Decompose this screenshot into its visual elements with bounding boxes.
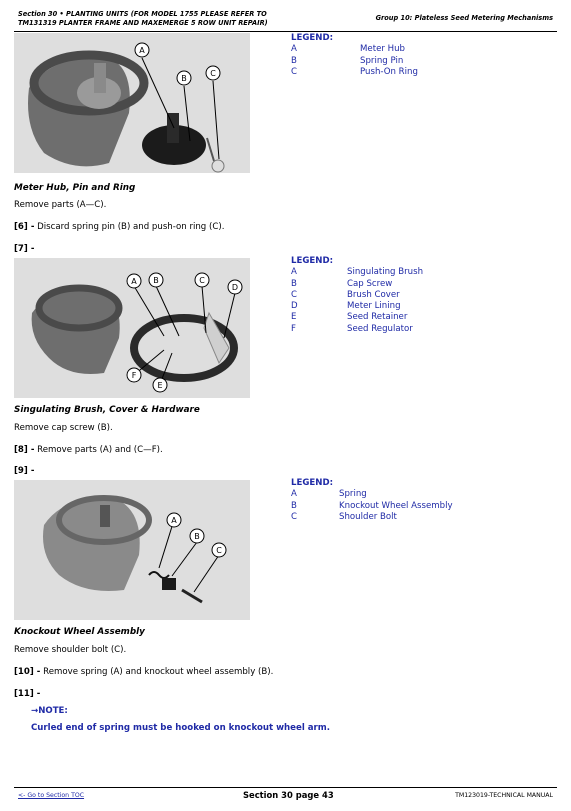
step-6: [6] - Discard spring pin (B) and push-on ring (C). <box>14 222 225 232</box>
figure-caption: Singulating Brush, Cover & Hardware <box>14 405 200 415</box>
legend-figure-2 <box>291 256 423 335</box>
legend-row: E Seed Retainer <box>291 312 408 323</box>
legend-title: LEGEND: <box>291 478 334 488</box>
svg-text:B: B <box>181 74 187 83</box>
legend-row: B Spring Pin <box>291 55 404 66</box>
step-text: Remove shoulder bolt (C). <box>14 645 127 655</box>
callout-a <box>135 43 149 57</box>
singulating-brush-illustration <box>14 258 250 398</box>
step-text: Remove parts (A—C). <box>14 200 107 210</box>
legend-row: A Spring <box>291 489 367 500</box>
step-11: [11] - <box>14 689 41 699</box>
legend-figure-3 <box>291 478 453 523</box>
legend-title: LEGEND: <box>291 256 334 266</box>
step-text: Remove cap screw (B). <box>14 423 113 433</box>
legend-row: A Meter Hub <box>291 44 405 55</box>
header-group-title: Group 10: Plateless Seed Metering Mechanisms <box>375 14 553 22</box>
step-10: [10] - Remove spring (A) and knockout wheel assembly (B). <box>14 667 274 677</box>
note-label: →NOTE: <box>31 706 68 716</box>
go-to-section-toc-link[interactable]: <- Go to Section TOC <box>18 792 85 799</box>
callout-c <box>212 543 226 557</box>
step-9: [9] - <box>14 466 35 476</box>
legend-row: C Shoulder Bolt <box>291 511 397 522</box>
svg-text:D: D <box>231 283 239 292</box>
svg-text:E: E <box>157 381 163 390</box>
step-7: [7] - <box>14 244 35 254</box>
knockout-wheel-illustration <box>14 480 250 620</box>
svg-text:C: C <box>210 69 216 78</box>
svg-text:A: A <box>171 516 177 525</box>
header-section-title: Section 30 • PLANTING UNITS (FOR MODEL 1755 PLEASE REFER TO TM131319 PLANTER FRAME AND MAXEMERGE 5 ROW UNIT REPAIR) <box>18 10 268 27</box>
svg-text:F: F <box>131 371 137 380</box>
page-number: Section 30 page 43 <box>243 790 334 800</box>
legend-row: A Singulating Brush <box>291 267 424 278</box>
meter-hub-illustration <box>14 33 250 173</box>
legend-row: C Brush Cover <box>291 289 400 300</box>
callout-b <box>149 273 163 287</box>
figure-caption: Knockout Wheel Assembly <box>14 627 145 637</box>
svg-text:A: A <box>131 277 137 286</box>
callout-e <box>153 378 167 392</box>
callout-b <box>190 529 204 543</box>
header-divider <box>14 31 557 32</box>
legend-row: C Push-On Ring <box>291 66 418 77</box>
legend-row: B Cap Screw <box>291 278 393 289</box>
svg-text:A: A <box>139 46 145 55</box>
legend-row: B Knockout Wheel Assembly <box>291 500 453 511</box>
callout-c <box>206 66 220 80</box>
svg-text:B: B <box>194 532 200 541</box>
callout-d <box>228 280 242 294</box>
figure-caption: Meter Hub, Pin and Ring <box>14 183 136 193</box>
callout-b <box>177 71 191 85</box>
legend-row: F Seed Regulator <box>291 323 413 334</box>
callout-a <box>127 274 141 288</box>
legend-row: D Meter Lining <box>291 301 401 312</box>
step-8: [8] - Remove parts (A) and (C—F). <box>14 445 163 455</box>
figure-singulating-brush <box>14 258 250 398</box>
figure-knockout-wheel <box>14 480 250 620</box>
manual-id: TM123019-TECHNICAL MANUAL <box>455 792 553 799</box>
callout-c <box>195 273 209 287</box>
svg-text:C: C <box>216 546 222 555</box>
svg-text:C: C <box>199 276 205 285</box>
footer-divider <box>14 787 557 788</box>
legend-title: LEGEND: <box>291 33 334 43</box>
callout-f <box>127 368 141 382</box>
note-text: Curled end of spring must be hooked on knockout wheel arm. <box>31 723 331 733</box>
figure-meter-hub <box>14 33 250 173</box>
legend-figure-1 <box>291 33 418 78</box>
svg-text:B: B <box>153 276 159 285</box>
callout-a <box>167 513 181 527</box>
